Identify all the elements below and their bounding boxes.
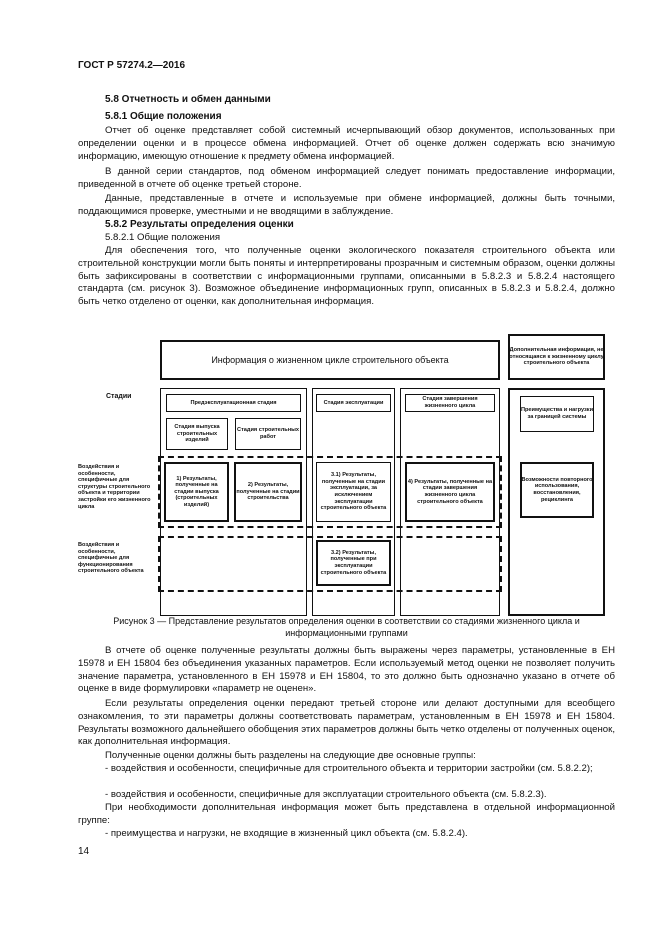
section-5-8-1-title: 5.8.1 Общие положения [105, 111, 222, 122]
stage-preop-label: Предэксплуатационная стадия [190, 399, 277, 406]
row-label-stages: Стадии [106, 393, 132, 400]
paragraph-3: Данные, представленные в отчете и используемые при обмене информацией, должны быть точными, поддающимися проверке, уместными и не вводящими в заблуждение. [78, 193, 615, 217]
result-4-text: 4) Результаты, полученные на стадии завершения жизненного цикла строительного объекта [407, 478, 493, 505]
result-2-text: 2) Результаты, полученные на стадии строительства [236, 482, 300, 502]
stage-production-label: Стадия выпуска строительных изделий [174, 424, 220, 444]
result-3-1-text: 3.1) Результаты, полученные на стадии эксплуатации, за исключением эксплуатации строительного объекта [320, 472, 387, 512]
result-1-text: 1) Результаты, полученные на стадии выпуска (строительных изделий) [174, 475, 219, 508]
paragraph-5: В отчете об оценке полученные результаты должны быть выражены через параметры, установленные в ЕН 15978 и ЕН 15804 без объединения указанных параметров. Если используемый метод оценки не позволяет получить значение параметра, установленного в ЕН 15978 и ЕН 15804, то это должно быть однозначно указано в отчете об оценке в виде формулировки «параметр не оценен». [78, 645, 615, 695]
section-5-8-title: 5.8 Отчетность и обмен данными [105, 94, 271, 105]
paragraph-4: Для обеспечения того, что полученные оценки экологического показателя строительного объекта или строительной конструкции могли быть поняты и интерпретированы прозрачным и системным образом, оценки должны быть зафиксированы в соответствии с информационными группами, описанными в 5.8.2.3 и 5.8.2.4 настоящего стандарта (см. рисунок 3). Возможное объединение информационных групп, описанных в 5.8.2.3 и 5.8.2.4, должно быть четко отделено от оценки, как дополнительная информация. [78, 245, 615, 308]
result-3-2-text: 3.2) Результаты, полученные при эксплуатации строительного объекта [320, 549, 387, 576]
row-label-impacts: Воздействия и особенности, специфичные для структуры строительного объекта и территории застройки его жизненного цикла [78, 464, 151, 510]
figure-caption: Рисунок 3 — Представление результатов определения оценки в соответствии со стадиями жизненного цикла и информационными группами [113, 616, 580, 638]
paragraph-6: Если результаты определения оценки передают третьей стороне или делают доступными для всеобщего ознакомления, то эти параметры должны соответствовать параметрам, установленным в ЕН 15978 и ЕН 15804. Результаты возможного дальнейшего обобщения этих параметров должны быть четко отделены от полученных оценок, как дополнительная информация. [78, 698, 615, 748]
section-5-8-2-1-title: 5.8.2.1 Общие положения [105, 232, 221, 243]
paragraph-1: Отчет об оценке представляет собой системный исчерпывающий обзор документов, использованных при определении оценки и в процессе обмена информацией. Отчет об оценке должен содержать всю значимую информацию, имеющую отношение к предмету обмена информацией. [78, 125, 615, 162]
page-number: 14 [78, 846, 90, 857]
stage-construction-label: Стадия строительных работ [237, 427, 299, 440]
paragraph-7: Полученные оценки должны быть разделены на следующие две основные группы: [105, 750, 476, 761]
list-item-1: - воздействия и особенности, специфичные для строительного объекта и территории застройки (см. 5.8.2.2); [105, 763, 593, 774]
additional-info-title: Дополнительная информация, не относящаяся к жизненному циклу строительного объекта [509, 347, 604, 367]
list-item-2: - воздействия и особенности, специфичные для эксплуатации строительного объекта (см. 5.8.2.3). [105, 789, 547, 800]
section-5-8-2-title: 5.8.2 Результаты определения оценки [105, 219, 294, 230]
result-extra-text: Возможности повторного использования, восстановления, рециклинга [521, 476, 593, 503]
stage-operation-label: Стадия эксплуатации [323, 399, 384, 406]
document-header: ГОСТ Р 57274.2—2016 [78, 60, 186, 71]
stage-benefits-label: Преимущества и нагрузки за границей системы [521, 407, 594, 420]
figure-3 [78, 332, 618, 614]
paragraph-2: В данной серии стандартов, под обменом информацией следует понимать предоставление информации, приведенной в отчете об оценке третьей стороне. [78, 166, 615, 190]
lifecycle-info-title: Информация о жизненном цикле строительного объекта [211, 354, 449, 365]
paragraph-8: При необходимости дополнительная информация может быть представлена в отдельной информационной группе: [78, 802, 615, 826]
list-item-3: - преимущества и нагрузки, не входящие в жизненный цикл объекта (см. 5.8.2.4). [105, 828, 468, 839]
row-label-operation: Воздействия и особенности, специфичные для функционирования строительного объекта [78, 542, 144, 575]
stage-eol-label: Стадия завершения жизненного цикла [422, 396, 478, 409]
